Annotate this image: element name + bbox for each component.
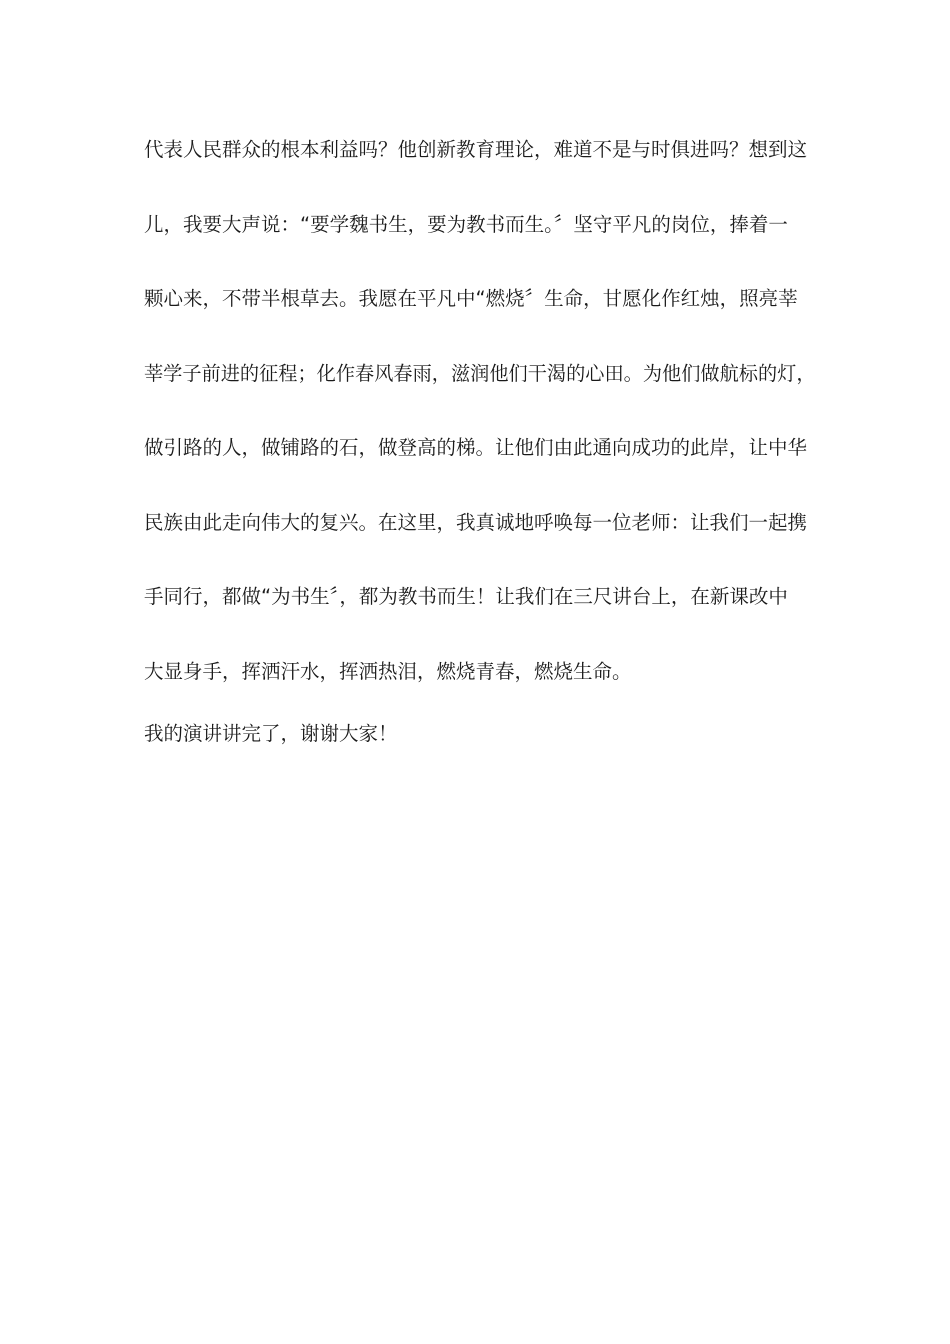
paragraph-line-2: 儿，我要大声说：“要学魏书生，要为教书而生。〞坚守平凡的岗位，捧着一 [144,213,788,236]
paragraph-line-8: 大显身手，挥洒汗水，挥洒热泪，燃烧青春，燃烧生命。 [144,660,632,683]
paragraph-line-3: 颗心来，不带半根草去。我愿在平凡中“燃烧〞生命，甘愿化作红烛，照亮莘 [144,287,798,310]
paragraph-line-5: 做引路的人，做铺路的石，做登高的梯。让他们由此通向成功的此岸，让中华 [144,436,808,459]
paragraph-line-7: 手同行，都做“为书生〞，都为教书而生！让我们在三尺讲台上，在新课改中 [144,585,788,608]
closing-line: 我的演讲讲完了，谢谢大家！ [144,722,398,745]
paragraph-line-6: 民族由此走向伟大的复兴。在这里，我真诚地呼唤每一位老师：让我们一起携 [144,511,808,534]
paragraph-line-1: 代表人民群众的根本利益吗？他创新教育理论，难道不是与时俱进吗？想到这 [144,138,808,161]
paragraph-line-4: 莘学子前进的征程；化作春风春雨，滋润他们干渴的心田。为他们做航标的灯， [144,362,816,385]
